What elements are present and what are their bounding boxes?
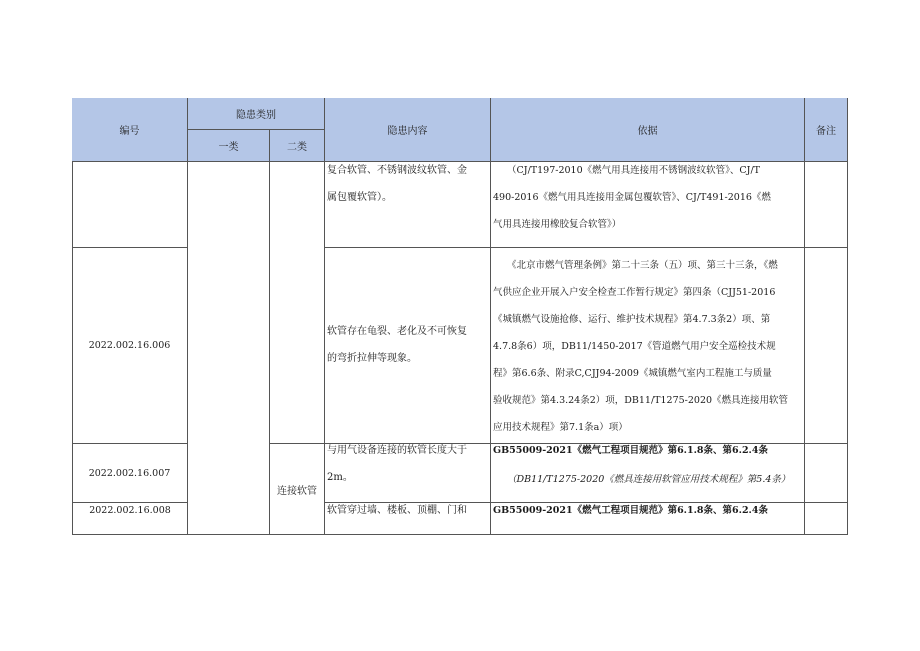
row-basis bbox=[491, 444, 805, 503]
basis-line: 气供应企业开展入户安全检查工作暂行规定》第四条（CJJ51-2016 bbox=[493, 287, 776, 298]
category-2-label: 连接软管 bbox=[277, 485, 317, 497]
header-content: 隐患内容 bbox=[325, 98, 491, 162]
row-number-text: 2022.002.16.008 bbox=[89, 505, 171, 516]
basis-line: 验收规范》第4.3.24条2）项，DB11/T1275-2020《燃具连接用软管 bbox=[493, 395, 789, 406]
content-line: 复合软管、不锈钢波纹软管、金 bbox=[327, 165, 467, 176]
content-line: 软管穿过墙、楼板、顶棚、门和 bbox=[327, 505, 467, 516]
row-content bbox=[325, 503, 491, 535]
content-line: 的弯折拉伸等现象。 bbox=[327, 353, 417, 364]
content-line: 与用气设备连接的软管长度大于 bbox=[327, 445, 467, 456]
basis-line: GB55009-2021《燃气工程项目规范》第6.1.8条、第6.2.4条 bbox=[493, 505, 768, 516]
row-number bbox=[72, 248, 188, 444]
row-number bbox=[72, 503, 188, 535]
content-line: 2m。 bbox=[327, 472, 353, 483]
category-2-hose-cell bbox=[270, 444, 325, 535]
basis-line: 《北京市燃气管理条例》第二十三条（五）项、第三十三条，《燃 bbox=[507, 260, 778, 271]
row-content bbox=[325, 162, 491, 248]
header-number: 编号 bbox=[72, 98, 188, 162]
basis-line: 程》第6.6条、附录C,CJJ94-2009《城镇燃气室内工程施工与质量 bbox=[493, 368, 772, 379]
header-category-2: 二类 bbox=[270, 130, 325, 162]
row-basis bbox=[491, 162, 805, 248]
basis-line: 应用技术规程》第7.1条a）项） bbox=[493, 422, 628, 433]
header-category-1: 一类 bbox=[188, 130, 270, 162]
row-basis bbox=[491, 248, 805, 444]
row-number-text: 2022.002.16.007 bbox=[88, 467, 171, 479]
header-basis: 依据 bbox=[491, 98, 805, 162]
hazard-table bbox=[72, 98, 848, 535]
row-content bbox=[325, 444, 491, 503]
row-number bbox=[72, 444, 188, 503]
row-remark bbox=[805, 248, 848, 444]
category-2-cell bbox=[270, 162, 325, 444]
row-remark bbox=[805, 503, 848, 535]
row-basis bbox=[491, 503, 805, 535]
basis-line: （CJ/T197-2010《燃气用具连接用不锈钢波纹软管》、CJ/T bbox=[507, 165, 760, 176]
row-number bbox=[72, 162, 188, 248]
row-content bbox=[325, 248, 491, 444]
header-category: 隐患类别 bbox=[188, 98, 325, 130]
row-remark bbox=[805, 162, 848, 248]
basis-line: 4.7.8条6）项，DB11/1450-2017《管道燃气用户安全巡检技术规 bbox=[493, 341, 776, 352]
basis-line: （DB11/T1275-2020《燃具连接用软管应用技术规程》第5.4条） bbox=[507, 474, 791, 485]
header-remark: 备注 bbox=[805, 98, 848, 162]
basis-line: GB55009-2021《燃气工程项目规范》第6.1.8条、第6.2.4条 bbox=[493, 445, 768, 456]
basis-line: 490-2016《燃气用具连接用金属包覆软管》、CJ/T491-2016《燃 bbox=[493, 192, 771, 203]
content-line: 软管存在龟裂、老化及不可恢复 bbox=[327, 326, 467, 337]
row-number-text: 2022.002.16.006 bbox=[88, 340, 171, 351]
row-remark bbox=[805, 444, 848, 503]
category-1-cell bbox=[188, 162, 270, 535]
basis-line: 《城镇燃气设施抢修、运行、维护技术规程》第4.7.3条2）项、第 bbox=[493, 314, 771, 325]
content-line: 属包覆软管）。 bbox=[327, 192, 392, 203]
basis-line: 气用具连接用橡胶复合软管》） bbox=[493, 219, 622, 230]
